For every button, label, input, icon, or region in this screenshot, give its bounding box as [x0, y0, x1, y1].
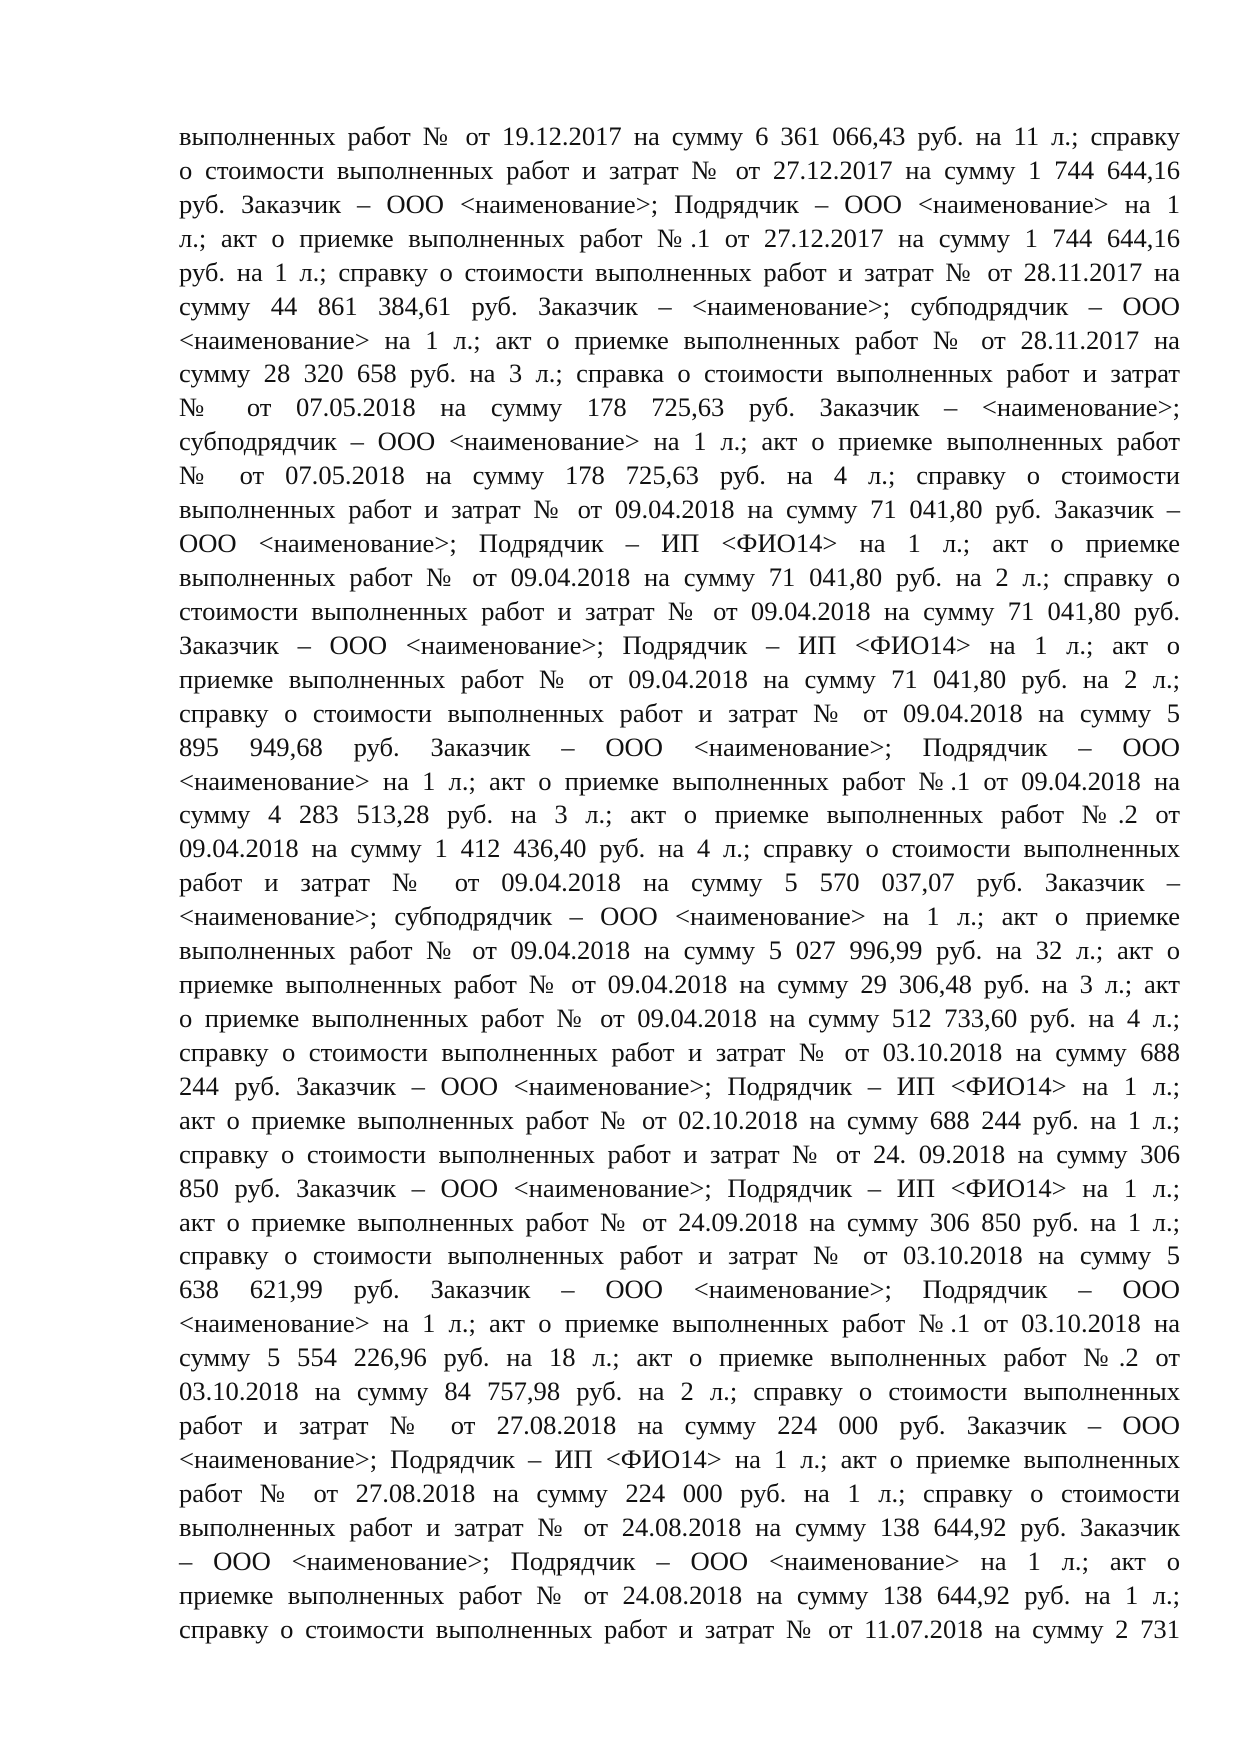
text-line-39: работ и затрат № от 27.08.2018 на сумму 224 000 руб. Заказчик – ООО: [179, 1410, 1180, 1441]
text-line-29: 244 руб. Заказчик – ООО <наименование>; Подрядчик – ИП <ФИО14> на 1 л.;: [179, 1070, 1180, 1101]
text-line-45: справку о стоимости выполненных работ и затрат № от 11.07.2018 на сумму 2 731: [179, 1613, 1180, 1644]
text-line-19: 895 949,68 руб. Заказчик – ООО <наименование>; Подрядчик – ООО: [179, 731, 1180, 762]
text-line-12: выполненных работ и затрат № от 09.04.2018 на сумму 71 041,80 руб. Заказчик –: [179, 494, 1180, 525]
text-line-31: справку о стоимости выполненных работ и затрат № от 24. 09.2018 на сумму 306: [179, 1138, 1180, 1169]
text-line-33: акт о приемке выполненных работ № от 24.09.2018 на сумму 306 850 руб. на 1 л.;: [179, 1206, 1180, 1237]
text-line-18: справку о стоимости выполненных работ и затрат № от 09.04.2018 на сумму 5: [179, 697, 1180, 728]
body-text: [179, 120, 1180, 1646]
text-line-26: приемке выполненных работ № от 09.04.2018 на сумму 29 306,48 руб. на 3 л.; акт: [179, 969, 1180, 1000]
text-line-43: – ООО <наименование>; Подрядчик – ООО <наименование> на 1 л.; акт о: [179, 1545, 1180, 1576]
text-line-40: <наименование>; Подрядчик – ИП <ФИО14> на 1 л.; акт о приемке выполненных: [179, 1443, 1180, 1474]
text-line-11: № от 07.05.2018 на сумму 178 725,63 руб. на 4 л.; справку о стоимости: [179, 460, 1180, 491]
text-line-25: выполненных работ № от 09.04.2018 на сумму 5 027 996,99 руб. на 32 л.; акт о: [179, 935, 1180, 966]
text-line-44: приемке выполненных работ № от 24.08.2018 на сумму 138 644,92 руб. на 1 л.;: [179, 1579, 1180, 1610]
text-line-20: <наименование> на 1 л.; акт о приемке выполненных работ №.1 от 09.04.2018 на: [179, 765, 1180, 796]
text-line-16: Заказчик – ООО <наименование>; Подрядчик – ИП <ФИО14> на 1 л.; акт о: [179, 629, 1180, 660]
text-line-7: <наименование> на 1 л.; акт о приемке выполненных работ № от 28.11.2017 на: [179, 324, 1180, 355]
text-line-15: стоимости выполненных работ и затрат № от 09.04.2018 на сумму 71 041,80 руб.: [179, 595, 1180, 626]
text-line-24: <наименование>; субподрядчик – ООО <наименование> на 1 л.; акт о приемке: [179, 901, 1180, 932]
text-line-28: справку о стоимости выполненных работ и затрат № от 03.10.2018 на сумму 688: [179, 1036, 1180, 1067]
text-line-17: приемке выполненных работ № от 09.04.2018 на сумму 71 041,80 руб. на 2 л.;: [179, 663, 1180, 694]
text-line-21: сумму 4 283 513,28 руб. на 3 л.; акт о приемке выполненных работ №.2 от: [179, 799, 1180, 830]
text-line-32: 850 руб. Заказчик – ООО <наименование>; Подрядчик – ИП <ФИО14> на 1 л.;: [179, 1172, 1180, 1203]
text-line-13: ООО <наименование>; Подрядчик – ИП <ФИО14> на 1 л.; акт о приемке: [179, 528, 1180, 559]
text-line-14: выполненных работ № от 09.04.2018 на сумму 71 041,80 руб. на 2 л.; справку о: [179, 561, 1180, 592]
text-line-41: работ № от 27.08.2018 на сумму 224 000 руб. на 1 л.; справку о стоимости: [179, 1477, 1180, 1508]
text-line-5: руб. на 1 л.; справку о стоимости выполненных работ и затрат № от 28.11.2017 на: [179, 256, 1180, 287]
text-line-23: работ и затрат № от 09.04.2018 на сумму 5 570 037,07 руб. Заказчик –: [179, 867, 1180, 898]
text-line-8: сумму 28 320 658 руб. на 3 л.; справка о стоимости выполненных работ и затрат: [179, 358, 1180, 389]
text-line-36: <наименование> на 1 л.; акт о приемке выполненных работ №.1 от 03.10.2018 на: [179, 1308, 1180, 1339]
text-line-1: выполненных работ № от 19.12.2017 на сумму 6 361 066,43 руб. на 11 л.; справку: [179, 121, 1180, 151]
text-line-38: 03.10.2018 на сумму 84 757,98 руб. на 2 л.; справку о стоимости выполненных: [179, 1376, 1180, 1407]
text-line-22: 09.04.2018 на сумму 1 412 436,40 руб. на 4 л.; справку о стоимости выполненных: [179, 833, 1180, 864]
text-line-6: сумму 44 861 384,61 руб. Заказчик – <наименование>; субподрядчик – ООО: [179, 290, 1180, 321]
text-line-4: л.; акт о приемке выполненных работ №.1 от 27.12.2017 на сумму 1 744 644,16: [179, 222, 1180, 253]
text-line-27: о приемке выполненных работ № от 09.04.2018 на сумму 512 733,60 руб. на 4 л.;: [179, 1002, 1180, 1033]
text-line-34: справку о стоимости выполненных работ и затрат № от 03.10.2018 на сумму 5: [179, 1240, 1180, 1271]
text-line-2: о стоимости выполненных работ и затрат № от 27.12.2017 на сумму 1 744 644,16: [179, 154, 1180, 185]
text-line-9: № от 07.05.2018 на сумму 178 725,63 руб. Заказчик – <наименование>;: [179, 392, 1180, 423]
text-line-3: руб. Заказчик – ООО <наименование>; Подрядчик – ООО <наименование> на 1: [179, 188, 1180, 219]
text-line-10: субподрядчик – ООО <наименование> на 1 л.; акт о приемке выполненных работ: [179, 426, 1180, 457]
text-line-30: акт о приемке выполненных работ № от 02.10.2018 на сумму 688 244 руб. на 1 л.;: [179, 1104, 1180, 1135]
text-line-42: выполненных работ и затрат № от 24.08.2018 на сумму 138 644,92 руб. Заказчик: [179, 1511, 1180, 1542]
text-line-37: сумму 5 554 226,96 руб. на 18 л.; акт о приемке выполненных работ №.2 от: [179, 1342, 1180, 1373]
text-line-35: 638 621,99 руб. Заказчик – ООО <наименование>; Подрядчик – ООО: [179, 1274, 1180, 1305]
